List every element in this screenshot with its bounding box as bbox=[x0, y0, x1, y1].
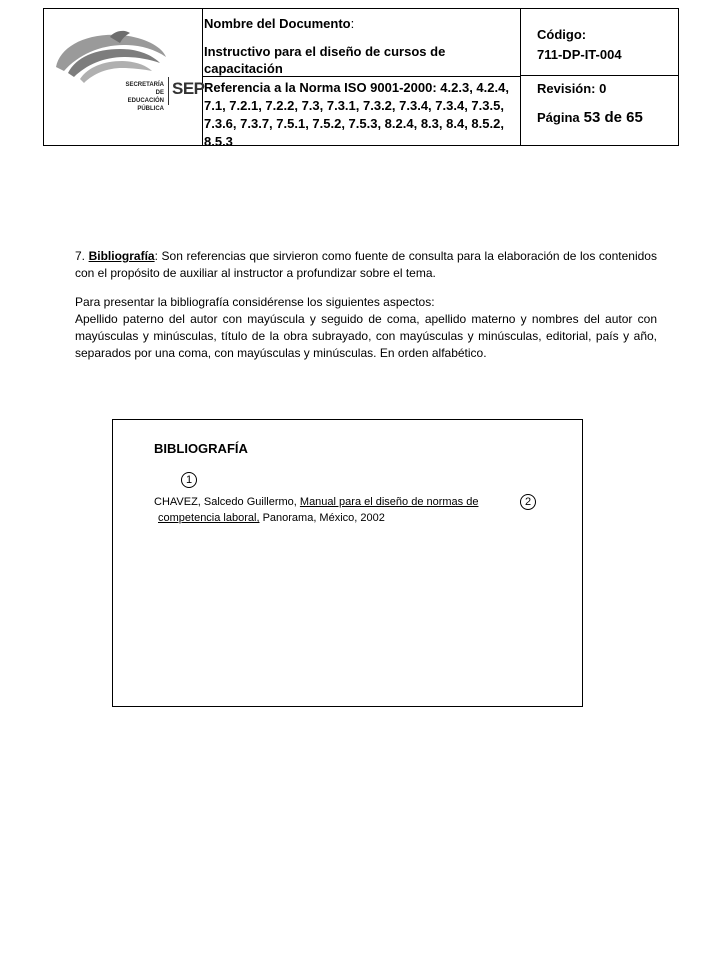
logo-text-line: SECRETARÍA DE bbox=[125, 82, 164, 96]
norm-reference: Referencia a la Norma ISO 9001-2000: 4.2.3, 4.2.4, 7.1, 7.2.1, 7.2.2, 7.3, 7.3.1, 7.3.2, 7.3.4, 7.3.4, 7.3.5, 7.3.6, 7.3.7, 7.5.1, 7.5.2, 7.5.3, 8.2.4, 8.3, 8.4, 8.5.2, 8.5.3 bbox=[204, 80, 509, 149]
logo-short-name: SEP bbox=[172, 79, 205, 98]
page-label: Página bbox=[537, 110, 580, 125]
document-name-label-text: Nombre del Documento bbox=[204, 16, 351, 31]
example-title: BIBLIOGRAFÍA bbox=[154, 441, 248, 456]
document-header bbox=[43, 8, 679, 149]
divider bbox=[521, 75, 678, 76]
logo-text-line: PÚBLICA bbox=[137, 106, 164, 112]
code-value: 711-DP-IT-004 bbox=[537, 47, 622, 62]
revision: Revisión: 0 bbox=[537, 81, 607, 96]
entry-publisher: Panorama, México, 2002 bbox=[259, 512, 385, 524]
callout-marker-1: 1 bbox=[181, 472, 197, 488]
section-number: 7. bbox=[75, 249, 86, 263]
bibliography-entry bbox=[154, 494, 519, 526]
document-name-label bbox=[204, 16, 354, 31]
section-paragraph: Para presentar la bibliografía considérense los siguientes aspectos: bbox=[75, 295, 435, 309]
sep-eagle-logo-icon bbox=[50, 27, 170, 87]
callout-marker-2: 2 bbox=[520, 494, 536, 510]
entry-title: competencia laboral, bbox=[158, 512, 260, 524]
section-intro-paragraph bbox=[75, 248, 657, 282]
bibliography-section bbox=[75, 248, 657, 362]
entry-title: Manual para el diseño de normas de bbox=[299, 496, 479, 508]
logo-cell bbox=[44, 9, 203, 145]
document-name-colon: : bbox=[350, 16, 355, 31]
section-paragraph: Apellido paterno del autor con mayúscula y seguido de coma, apellido materno y nombres del autor con mayúsculas y minúsculas, título de la obra subrayado, con mayúsculas y minúsculas, editorial, país y año, separados por una coma, con mayúsculas y minúsculas. En orden alfabético. bbox=[75, 312, 657, 360]
divider bbox=[202, 76, 520, 77]
code-label: Código: bbox=[537, 27, 587, 42]
logo-text-line: EDUCACIÓN bbox=[127, 98, 164, 104]
document-code-cell bbox=[521, 9, 678, 145]
bibliography-example-box bbox=[112, 419, 583, 707]
logo-text bbox=[120, 81, 164, 113]
document-name-value: Instructivo para el diseño de cursos de capacitación bbox=[204, 44, 446, 76]
entry-author: CHAVEZ, Salcedo Guillermo, bbox=[154, 496, 300, 508]
document-info-cell bbox=[202, 9, 521, 149]
page-number bbox=[537, 109, 643, 126]
section-intro-text: : Son referencias que sirvieron como fuente de consulta para la elaboración de los contenidos con el propósito de auxiliar al instructor a profundizar sobre el tema. bbox=[75, 249, 657, 280]
section-title: Bibliografía bbox=[88, 249, 155, 263]
page-value: 53 de 65 bbox=[583, 109, 643, 126]
logo-divider bbox=[168, 77, 169, 105]
